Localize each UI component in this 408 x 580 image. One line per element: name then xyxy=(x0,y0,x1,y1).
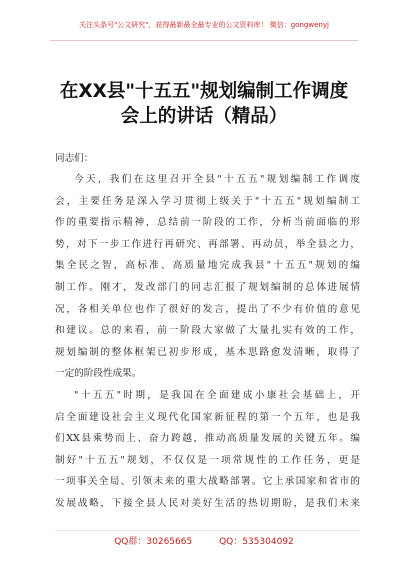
text-line: 制好"十五五"规划，不仅仅是一项常规性的工作任务，更是 xyxy=(55,454,360,466)
text-line: 们XX县乘势而上、奋力跨越，推动高质量发展的关键五年。编 xyxy=(55,433,360,445)
text-line: 一定的阶段性成果。 xyxy=(55,368,142,380)
greeting: 同志们： xyxy=(55,153,94,164)
promo-banner: 关注头条号"公文研究"，获得最新最全最专业的公文资料库！ 微信：gongwenyj xyxy=(79,21,329,29)
page-footer xyxy=(0,534,408,547)
text-line: "十五五"时期，是我国在全面建成小康社会基础上，开 xyxy=(74,389,360,401)
text-line: 制工作。刚才，发改部门的同志汇报了规划编制的总体进展情 xyxy=(55,281,360,293)
qq-contact-label: QQ：535304092 xyxy=(219,537,294,547)
text-line: 规划编制的整体框架已初步形成，基本思路愈发清晰，取得了 xyxy=(55,346,360,358)
text-line: 和建议。总的来看，前一阶段大家做了大量扎实有效的工作， xyxy=(55,325,360,337)
text-line: 启全面建设社会主义现代化国家新征程的第一个五年，也是我 xyxy=(55,411,360,423)
document-body xyxy=(55,149,360,515)
paragraph-2 xyxy=(55,385,360,515)
text-line: 今天，我们在这里召开全县"十五五"规划编制工作调度 xyxy=(74,174,360,185)
paragraph-1 xyxy=(55,169,360,385)
title-line: 在XX县"十五五"规划编制工作调度 xyxy=(59,81,349,102)
footer-divider xyxy=(55,530,360,531)
text-line: 作的重要指示精神，总结前一阶段的工作，分析当前面临的形 xyxy=(55,217,360,229)
text-line: 势，对下一步工作进行再研究、再部署、再动员，举全县之力， xyxy=(55,238,360,250)
banner-divider xyxy=(50,40,358,41)
qq-group-label: QQ群：30265665 xyxy=(114,537,193,547)
text-line: 一项事关全局、引领未来的重大战略部署。它上承国家和省市的 xyxy=(55,476,360,488)
text-line: 发展战略，下接全县人民对美好生活的热切期盼，是我们未来 xyxy=(55,497,360,509)
text-line: 会，主要任务是深入学习贯彻上级关于"十五五"规划编制工 xyxy=(55,195,360,207)
text-line: 集全民之智，高标准、高质量地完成我县"十五五"规划的编 xyxy=(55,260,360,272)
document-title xyxy=(40,79,368,129)
text-line: 况，各相关单位也作了很好的发言，提出了不少有价值的意见 xyxy=(55,303,360,315)
title-line: 会上的讲话（精品） xyxy=(120,106,288,127)
